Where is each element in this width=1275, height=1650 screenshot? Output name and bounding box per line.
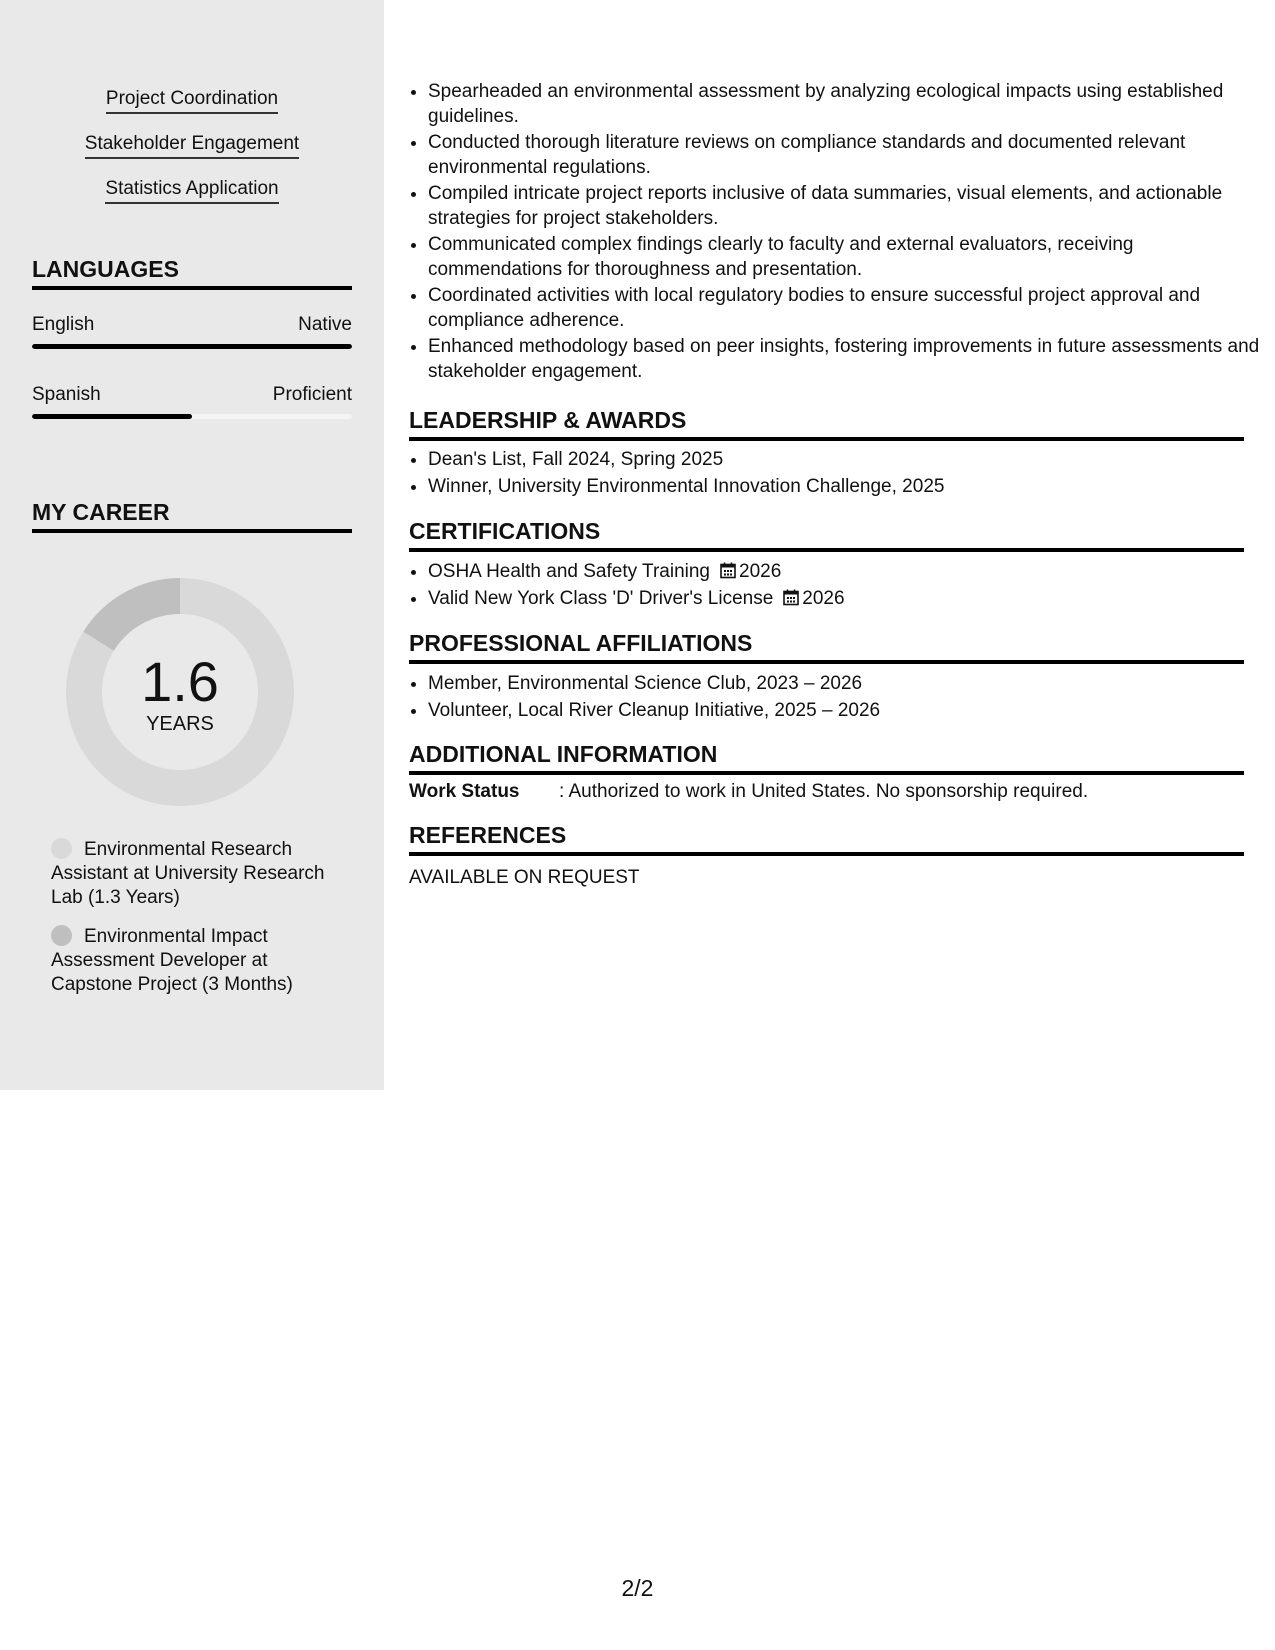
language-bar bbox=[32, 414, 352, 419]
language-name: Spanish bbox=[32, 384, 101, 405]
page-number: 2/2 bbox=[621, 1575, 654, 1601]
list-item: • Compiled intricate project reports inclusive of data summaries, visual elements, and actionable strategies for project stakeholders. bbox=[428, 182, 1263, 231]
references-text: AVAILABLE ON REQUEST bbox=[409, 867, 640, 888]
language-bar-fill bbox=[32, 414, 192, 419]
legend-dot bbox=[51, 838, 72, 859]
career-total-unit: YEARS bbox=[146, 713, 214, 735]
donut-segment-2 bbox=[83, 578, 180, 651]
sidebar bbox=[0, 0, 384, 1090]
skill-item: Stakeholder Engagement bbox=[0, 133, 384, 159]
career-legend-item: Environmental Impact Assessment Developer at Capstone Project (3 Months) bbox=[51, 926, 293, 995]
language-level: Proficient bbox=[272, 384, 352, 405]
work-status-value: : Authorized to work in United States. No sponsorship required. bbox=[559, 781, 1089, 802]
language-level: Native bbox=[298, 314, 352, 335]
list-item: • Volunteer, Local River Cleanup Initiative, 2025 – 2026 bbox=[428, 699, 1263, 724]
leadership-list bbox=[409, 448, 1263, 501]
calendar-icon bbox=[783, 589, 799, 606]
career-heading: MY CAREER bbox=[32, 498, 352, 533]
list-item: • Conducted thorough literature reviews on compliance standards and documented relevant environmental regulations. bbox=[428, 131, 1263, 180]
career-legend-item: Environmental Research Assistant at University Research Lab (1.3 Years) bbox=[51, 839, 325, 908]
affiliations-list bbox=[409, 672, 1263, 725]
list-item: • OSHA Health and Safety Training 2026 bbox=[428, 560, 1263, 585]
language-bar-fill bbox=[32, 344, 352, 349]
work-status-label: Work Status bbox=[409, 781, 520, 802]
affiliations-heading: PROFESSIONAL AFFILIATIONS bbox=[409, 629, 1244, 664]
certifications-list bbox=[409, 560, 1263, 613]
list-item: • Member, Environmental Science Club, 2023 – 2026 bbox=[428, 672, 1263, 697]
language-row bbox=[32, 384, 352, 406]
language-name: English bbox=[32, 314, 95, 335]
language-bar bbox=[32, 344, 352, 349]
certification-year: 2026 bbox=[802, 587, 845, 609]
experience-bullets bbox=[409, 80, 1263, 386]
language-row bbox=[32, 314, 352, 336]
list-item: • Winner, University Environmental Innovation Challenge, 2025 bbox=[428, 475, 1263, 500]
certifications-heading: CERTIFICATIONS bbox=[409, 517, 1244, 552]
list-item: • Valid New York Class 'D' Driver's License 2026 bbox=[428, 587, 1263, 612]
skill-item: Project Coordination bbox=[0, 88, 384, 114]
certification-year: 2026 bbox=[739, 561, 782, 582]
additional-info-heading: ADDITIONAL INFORMATION bbox=[409, 740, 1244, 775]
list-item: • Spearheaded an environmental assessment by analyzing ecological impacts using established guidelines. bbox=[428, 80, 1263, 129]
list-item: • Enhanced methodology based on peer insights, fostering improvements in future assessments and stakeholder engagement. bbox=[428, 335, 1263, 384]
list-item: • Coordinated activities with local regulatory bodies to ensure successful project approval and compliance adherence. bbox=[428, 284, 1263, 333]
career-total-years: 1.6 bbox=[141, 650, 219, 713]
languages-heading: LANGUAGES bbox=[32, 255, 352, 290]
skill-item: Statistics Application bbox=[0, 178, 384, 204]
legend-dot bbox=[51, 925, 72, 946]
list-item: • Dean's List, Fall 2024, Spring 2025 bbox=[428, 448, 1263, 473]
list-item: • Communicated complex findings clearly to faculty and external evaluators, receiving commendations for thoroughness and presentation. bbox=[428, 233, 1263, 282]
leadership-heading: LEADERSHIP & AWARDS bbox=[409, 406, 1244, 441]
references-heading: REFERENCES bbox=[409, 821, 1244, 856]
work-status bbox=[409, 780, 1088, 804]
calendar-icon bbox=[720, 562, 736, 579]
